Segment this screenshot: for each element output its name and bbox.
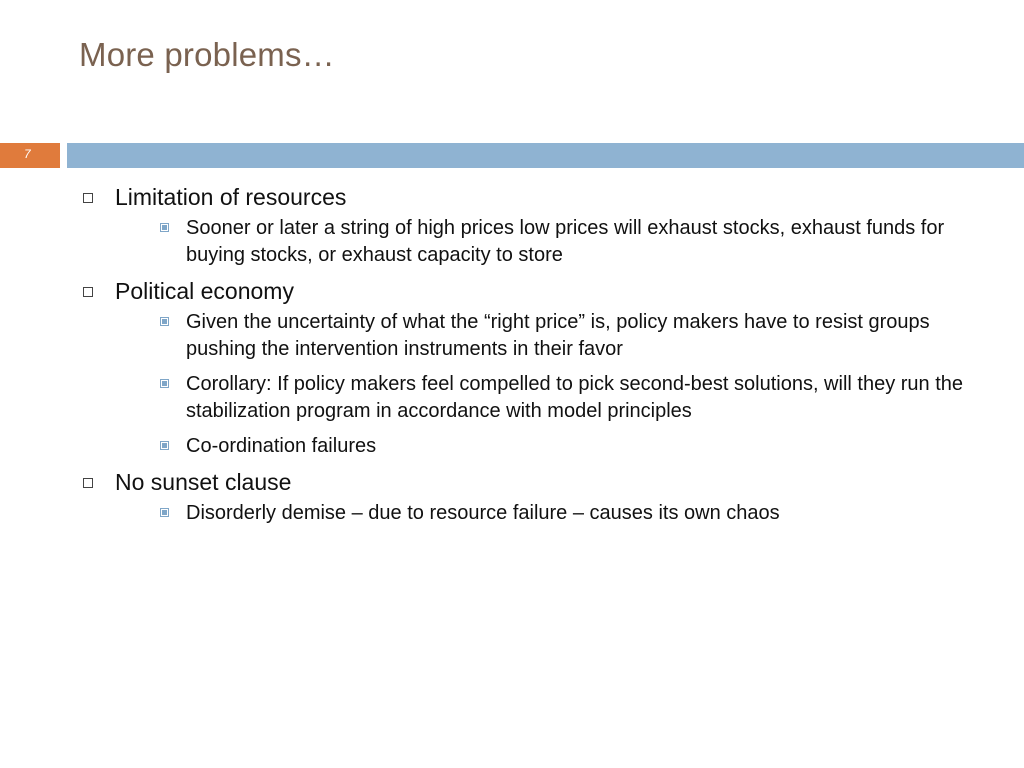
header-bar <box>67 143 1024 168</box>
slide-number-box <box>0 143 60 168</box>
slide-number: 7 <box>24 147 31 161</box>
sub-bullet <box>115 215 996 269</box>
sub-bullet <box>115 433 996 460</box>
hollow-square-bullet-icon <box>83 287 93 297</box>
sub-bullet-list <box>115 500 980 527</box>
sub-bullet <box>115 500 996 527</box>
bullet-no-sunset-clause <box>80 466 980 527</box>
filled-square-bullet-icon <box>160 317 169 326</box>
sub-bullet-text: Disorderly demise – due to resource failure – causes its own chaos <box>186 502 780 524</box>
filled-square-bullet-icon <box>160 441 169 450</box>
filled-square-bullet-icon <box>160 379 169 388</box>
filled-square-bullet-icon <box>160 508 169 517</box>
bullet-political-economy <box>80 275 980 460</box>
bullet-text: Limitation of resources <box>115 184 347 210</box>
hollow-square-bullet-icon <box>83 478 93 488</box>
bullet-text: No sunset clause <box>115 469 292 495</box>
filled-square-bullet-icon <box>160 223 169 232</box>
bullet-limitation-of-resources <box>80 181 980 269</box>
sub-bullet-list <box>115 309 980 460</box>
sub-bullet <box>115 309 996 363</box>
sub-bullet-list <box>115 215 980 269</box>
sub-bullet-text: Co-ordination failures <box>186 435 377 457</box>
bullet-text: Political economy <box>115 278 294 304</box>
sub-bullet-text: Sooner or later a string of high prices low prices will exhaust stocks, exhaust funds for buying stocks, or exhaust capacity to store <box>186 217 945 266</box>
sub-bullet-text: Corollary: If policy makers feel compelled to pick second-best solutions, will they run the stabilization program in accordance with model principles <box>186 373 964 422</box>
sub-bullet-text: Given the uncertainty of what the “right price” is, policy makers have to resist groups pushing the intervention instruments in their favor <box>186 311 930 360</box>
slide-content <box>80 181 980 527</box>
sub-bullet <box>115 371 996 425</box>
slide-title: More problems… <box>79 36 335 73</box>
hollow-square-bullet-icon <box>83 193 93 203</box>
